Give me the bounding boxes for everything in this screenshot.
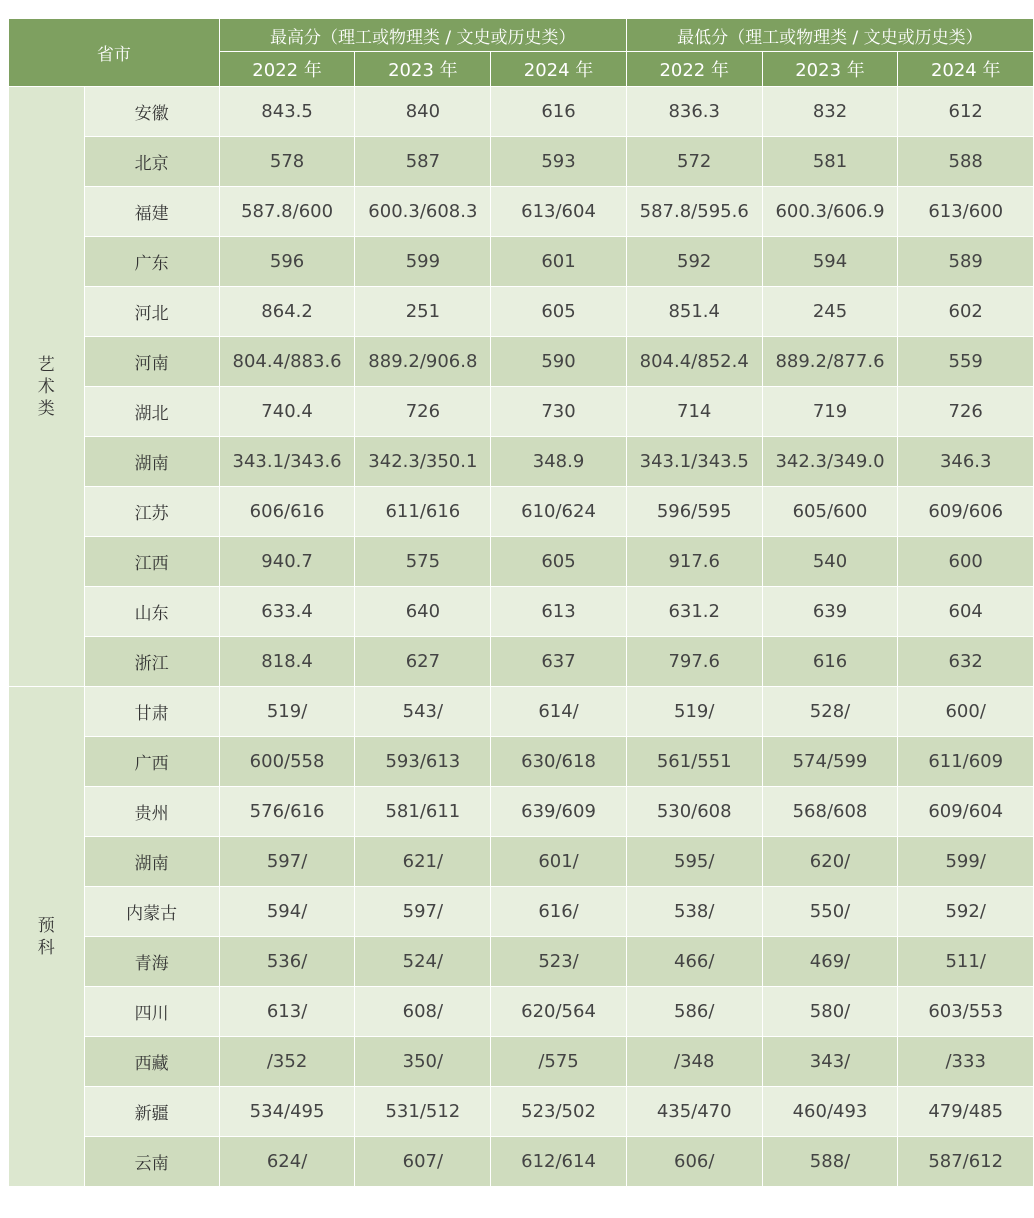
score-cell: 804.4/883.6	[219, 337, 355, 387]
score-cell: 605	[491, 537, 627, 587]
table-row	[9, 887, 1034, 937]
score-cell: 561/551	[626, 737, 762, 787]
score-cell: 350/	[355, 1037, 491, 1087]
table-row	[9, 687, 1034, 737]
score-cell: 601	[491, 237, 627, 287]
score-cell: 588	[898, 137, 1034, 187]
score-cell: 479/485	[898, 1087, 1034, 1137]
score-cell: 606/616	[219, 487, 355, 537]
table-row	[9, 187, 1034, 237]
score-cell: 540	[762, 537, 898, 587]
score-cell: 581/611	[355, 787, 491, 837]
score-cell: 889.2/877.6	[762, 337, 898, 387]
table-body	[9, 87, 1034, 1187]
province-cell: 西藏	[84, 1037, 219, 1087]
score-cell: 797.6	[626, 637, 762, 687]
score-cell: 523/502	[491, 1087, 627, 1137]
province-cell: 江苏	[84, 487, 219, 537]
score-cell: 714	[626, 387, 762, 437]
province-cell: 福建	[84, 187, 219, 237]
table-row	[9, 437, 1034, 487]
table-row	[9, 137, 1034, 187]
score-cell: 594	[762, 237, 898, 287]
score-cell: 599/	[898, 837, 1034, 887]
score-cell: 719	[762, 387, 898, 437]
province-cell: 江西	[84, 537, 219, 587]
score-cell: 740.4	[219, 387, 355, 437]
score-cell: 889.2/906.8	[355, 337, 491, 387]
province-cell: 广东	[84, 237, 219, 287]
province-cell: 山东	[84, 587, 219, 637]
score-cell: 342.3/349.0	[762, 437, 898, 487]
score-cell: 600	[898, 537, 1034, 587]
score-cell: 610/624	[491, 487, 627, 537]
province-cell: 青海	[84, 937, 219, 987]
province-cell: 安徽	[84, 87, 219, 137]
score-cell: 611/609	[898, 737, 1034, 787]
score-cell: 639/609	[491, 787, 627, 837]
score-cell: 538/	[626, 887, 762, 937]
province-cell: 北京	[84, 137, 219, 187]
score-cell: 600/	[898, 687, 1034, 737]
score-cell: 574/599	[762, 737, 898, 787]
score-cell: 536/	[219, 937, 355, 987]
score-cell: 818.4	[219, 637, 355, 687]
score-cell: 613/604	[491, 187, 627, 237]
table-header	[9, 19, 1034, 87]
score-cell: 342.3/350.1	[355, 437, 491, 487]
score-cell: 940.7	[219, 537, 355, 587]
score-cell: 245	[762, 287, 898, 337]
score-cell: 637	[491, 637, 627, 687]
score-cell: 726	[355, 387, 491, 437]
score-cell: 614/	[491, 687, 627, 737]
table-row	[9, 287, 1034, 337]
score-cell: 519/	[219, 687, 355, 737]
score-cell: 576/616	[219, 787, 355, 837]
table-row	[9, 387, 1034, 437]
year-header: 2024 年	[491, 52, 627, 87]
year-header: 2024 年	[898, 52, 1034, 87]
score-table	[8, 18, 1034, 1187]
province-cell: 河南	[84, 337, 219, 387]
score-cell: 917.6	[626, 537, 762, 587]
score-cell: 730	[491, 387, 627, 437]
highest-score-header: 最高分（理工或物理类 / 文史或历史类）	[219, 19, 626, 52]
province-column-header: 省市	[9, 19, 220, 87]
score-cell: 620/564	[491, 987, 627, 1037]
score-cell: 613/	[219, 987, 355, 1037]
score-cell: 343/	[762, 1037, 898, 1087]
score-cell: 596	[219, 237, 355, 287]
score-cell: 466/	[626, 937, 762, 987]
score-cell: 607/	[355, 1137, 491, 1187]
score-cell: 632	[898, 637, 1034, 687]
score-cell: 804.4/852.4	[626, 337, 762, 387]
score-cell: 600/558	[219, 737, 355, 787]
score-cell: 631.2	[626, 587, 762, 637]
table-row	[9, 1137, 1034, 1187]
score-cell: 592/	[898, 887, 1034, 937]
score-cell: 593	[491, 137, 627, 187]
province-cell: 贵州	[84, 787, 219, 837]
score-cell: 627	[355, 637, 491, 687]
score-cell: 620/	[762, 837, 898, 887]
province-cell: 新疆	[84, 1087, 219, 1137]
year-header: 2022 年	[219, 52, 355, 87]
score-cell: 621/	[355, 837, 491, 887]
score-cell: 524/	[355, 937, 491, 987]
table-row	[9, 537, 1034, 587]
province-cell: 河北	[84, 287, 219, 337]
score-cell: 460/493	[762, 1087, 898, 1137]
score-cell: /348	[626, 1037, 762, 1087]
province-cell: 内蒙古	[84, 887, 219, 937]
score-cell: 602	[898, 287, 1034, 337]
year-header: 2022 年	[626, 52, 762, 87]
province-cell: 湖南	[84, 437, 219, 487]
score-cell: 605/600	[762, 487, 898, 537]
score-cell: 601/	[491, 837, 627, 887]
table-row	[9, 1037, 1034, 1087]
table-row	[9, 637, 1034, 687]
table-row	[9, 337, 1034, 387]
table-row	[9, 737, 1034, 787]
province-cell: 云南	[84, 1137, 219, 1187]
score-cell: 840	[355, 87, 491, 137]
score-cell: 469/	[762, 937, 898, 987]
score-cell: 832	[762, 87, 898, 137]
score-cell: 612	[898, 87, 1034, 137]
score-cell: 528/	[762, 687, 898, 737]
table-row	[9, 487, 1034, 537]
score-cell: 597/	[355, 887, 491, 937]
category-label: 艺术类	[37, 354, 55, 419]
table-row	[9, 1087, 1034, 1137]
score-cell: 843.5	[219, 87, 355, 137]
score-cell: 580/	[762, 987, 898, 1037]
score-cell: 519/	[626, 687, 762, 737]
score-cell: 609/606	[898, 487, 1034, 537]
score-cell: 624/	[219, 1137, 355, 1187]
score-cell: 616/	[491, 887, 627, 937]
score-cell: 343.1/343.5	[626, 437, 762, 487]
province-cell: 湖北	[84, 387, 219, 437]
score-cell: 600.3/608.3	[355, 187, 491, 237]
province-cell: 广西	[84, 737, 219, 787]
year-header: 2023 年	[762, 52, 898, 87]
score-cell: 543/	[355, 687, 491, 737]
score-cell: 578	[219, 137, 355, 187]
category-cell	[9, 87, 85, 687]
score-cell: 435/470	[626, 1087, 762, 1137]
province-cell: 浙江	[84, 637, 219, 687]
year-header: 2023 年	[355, 52, 491, 87]
category-cell	[9, 687, 85, 1187]
score-cell: 346.3	[898, 437, 1034, 487]
score-cell: 726	[898, 387, 1034, 437]
score-cell: 611/616	[355, 487, 491, 537]
score-cell: 596/595	[626, 487, 762, 537]
score-cell: 604	[898, 587, 1034, 637]
score-cell: 594/	[219, 887, 355, 937]
score-cell: 343.1/343.6	[219, 437, 355, 487]
score-cell: 592	[626, 237, 762, 287]
score-cell: 530/608	[626, 787, 762, 837]
score-cell: 605	[491, 287, 627, 337]
score-cell: 587	[355, 137, 491, 187]
score-table-container	[8, 18, 1034, 1187]
province-cell: 四川	[84, 987, 219, 1037]
score-cell: 581	[762, 137, 898, 187]
category-label: 预科	[37, 915, 55, 958]
score-cell: 616	[491, 87, 627, 137]
table-row	[9, 837, 1034, 887]
score-cell: 593/613	[355, 737, 491, 787]
score-cell: 613	[491, 587, 627, 637]
table-row	[9, 787, 1034, 837]
score-cell: 587.8/600	[219, 187, 355, 237]
table-row	[9, 987, 1034, 1037]
score-cell: 606/	[626, 1137, 762, 1187]
score-cell: 568/608	[762, 787, 898, 837]
score-cell: 630/618	[491, 737, 627, 787]
score-cell: 633.4	[219, 587, 355, 637]
score-cell: 864.2	[219, 287, 355, 337]
score-cell: 603/553	[898, 987, 1034, 1037]
score-cell: /575	[491, 1037, 627, 1087]
score-cell: 595/	[626, 837, 762, 887]
score-cell: 575	[355, 537, 491, 587]
score-cell: 511/	[898, 937, 1034, 987]
score-cell: 251	[355, 287, 491, 337]
score-cell: 599	[355, 237, 491, 287]
score-cell: 348.9	[491, 437, 627, 487]
score-cell: 608/	[355, 987, 491, 1037]
score-cell: 836.3	[626, 87, 762, 137]
score-cell: 640	[355, 587, 491, 637]
score-cell: 587/612	[898, 1137, 1034, 1187]
score-cell: /352	[219, 1037, 355, 1087]
score-cell: 613/600	[898, 187, 1034, 237]
score-cell: 590	[491, 337, 627, 387]
score-cell: 851.4	[626, 287, 762, 337]
score-cell: 587.8/595.6	[626, 187, 762, 237]
table-row	[9, 87, 1034, 137]
score-cell: 523/	[491, 937, 627, 987]
province-cell: 甘肃	[84, 687, 219, 737]
score-cell: 609/604	[898, 787, 1034, 837]
lowest-score-header: 最低分（理工或物理类 / 文史或历史类）	[626, 19, 1033, 52]
score-cell: 531/512	[355, 1087, 491, 1137]
score-cell: 597/	[219, 837, 355, 887]
score-cell: 639	[762, 587, 898, 637]
score-cell: 550/	[762, 887, 898, 937]
score-cell: 572	[626, 137, 762, 187]
score-cell: 600.3/606.9	[762, 187, 898, 237]
score-cell: 586/	[626, 987, 762, 1037]
score-cell: 588/	[762, 1137, 898, 1187]
score-cell: 589	[898, 237, 1034, 287]
score-cell: /333	[898, 1037, 1034, 1087]
table-row	[9, 237, 1034, 287]
score-cell: 616	[762, 637, 898, 687]
table-row	[9, 587, 1034, 637]
province-cell: 湖南	[84, 837, 219, 887]
score-cell: 612/614	[491, 1137, 627, 1187]
table-row	[9, 937, 1034, 987]
score-cell: 559	[898, 337, 1034, 387]
score-cell: 534/495	[219, 1087, 355, 1137]
